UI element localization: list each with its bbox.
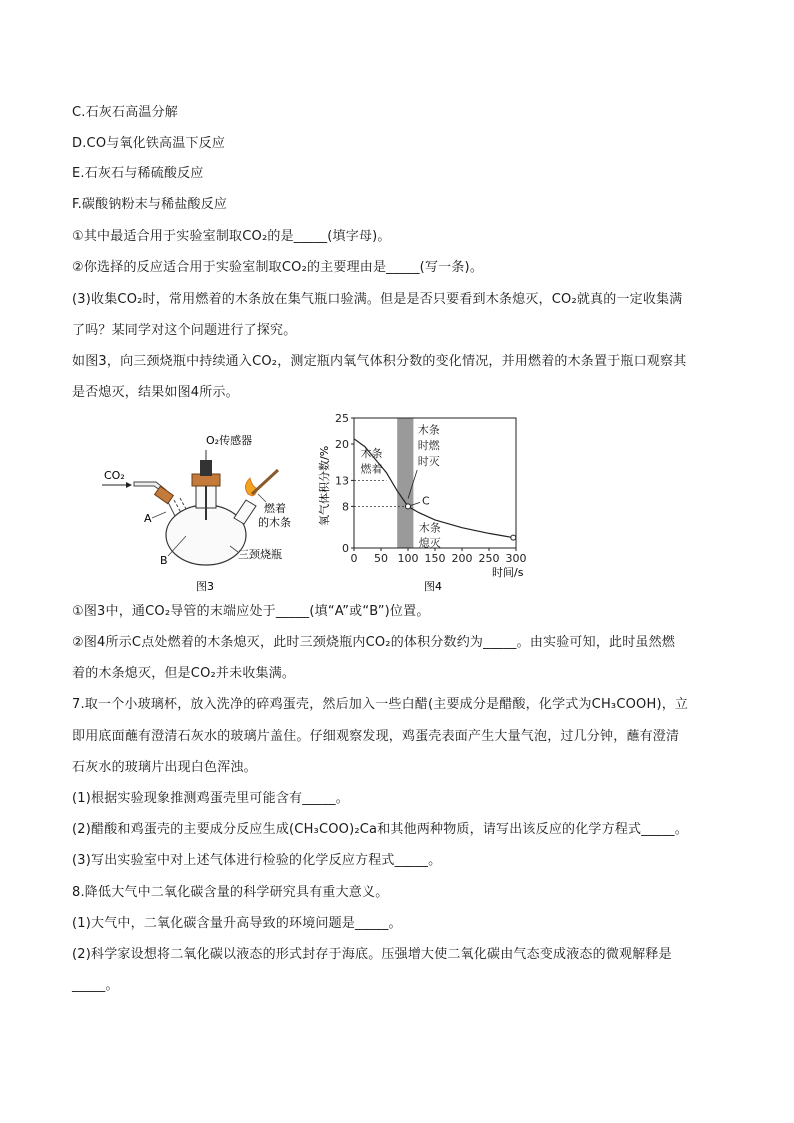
experiment-desc-line1: 如图3，向三颈烧瓶中持续通入CO₂，测定瓶内氧气体积分数的变化情况，并用燃着的木条置于瓶口观察其	[72, 354, 687, 369]
question-8-sub-2: (2)科学家设想将二氧化碳以液态的形式封存于海底。压强增大使二氧化碳由气态变成液态的微观解释是	[72, 947, 672, 962]
x-axis-label: 时间/s	[492, 566, 524, 579]
question-8-sub-2-cont: _____。	[72, 978, 119, 993]
figure-3-caption: 图3	[196, 580, 214, 593]
left-stopper	[155, 486, 174, 503]
point-c	[406, 504, 411, 509]
arrow-head	[126, 482, 132, 488]
stick-leader	[258, 494, 266, 502]
label-b: B	[160, 554, 168, 567]
annotation-flicker-1: 木条	[417, 423, 440, 437]
label-a-leader	[152, 512, 166, 518]
y-tick-label: 13	[335, 474, 349, 488]
question-7-sub-3: (3)写出实验室中对上述气体进行检验的化学反应方程式_____。	[72, 853, 442, 868]
point-c-label: C	[422, 494, 430, 508]
x-tick-label: 100	[397, 552, 419, 565]
figures	[96, 410, 556, 600]
flask-label: 三颈烧瓶	[238, 548, 282, 561]
question-3-line2: 了吗？某同学对这个问题进行了探究。	[72, 323, 297, 338]
label-a: A	[144, 512, 152, 525]
x-tick-label: 300	[505, 552, 527, 565]
question-8-line1: 8.降低大气中二氧化碳含量的科学研究具有重大意义。	[72, 885, 389, 900]
experiment-desc-line2: 是否熄灭，结果如图4所示。	[72, 385, 239, 400]
annotation-burning-2: 燃着	[360, 462, 383, 476]
figure-4-caption: 图4	[424, 580, 442, 593]
question-3-line1: (3)收集CO₂时，常用燃着的木条放在集气瓶口验满。但是是否只要看到木条熄灭，CO₂就真的一定收集满	[72, 292, 683, 307]
answer-fig4-question-line1: ②图4所示C点处燃着的木条熄灭，此时三颈烧瓶内CO₂的体积分数约为_____。由实验可知，此时虽然燃	[72, 635, 676, 650]
answer-fig4-question-line2: 着的木条熄灭，但是CO₂并未收集满。	[72, 666, 296, 681]
answer-fig3-question: ①图3中，通CO₂导管的末端应处于_____(填“A”或“B”)位置。	[72, 604, 430, 619]
gas-label: CO₂	[104, 469, 125, 482]
annotation-flicker-2: 时燃	[417, 439, 440, 453]
question-7-sub-1: (1)根据实验现象推测鸡蛋壳里可能含有_____。	[72, 791, 349, 806]
x-tick-label: 250	[478, 552, 500, 565]
sensor-body	[200, 460, 212, 476]
option-d: D.CO与氧化铁高温下反应	[72, 136, 226, 151]
x-tick-label: 0	[350, 552, 358, 565]
stick-label-1: 燃着	[264, 502, 286, 515]
y-tick-label: 8	[342, 500, 349, 514]
wood-stick	[252, 470, 278, 494]
x-tick-label: 150	[424, 552, 446, 565]
figure-4-chart	[316, 410, 556, 600]
sensor-label: O₂传感器	[206, 434, 253, 447]
end-point	[511, 535, 516, 540]
right-neck	[234, 500, 256, 524]
question-7-line2: 即用底面蘸有澄清石灰水的玻璃片盖住。仔细观察发现，鸡蛋壳表面产生大量气泡，过几分钟，蘸有澄清	[72, 729, 680, 744]
question-7-sub-2: (2)醋酸和鸡蛋壳的主要成分反应生成(CH₃COO)₂Ca和其他两种物质，请写出该反应的化学方程式_____。	[72, 822, 688, 837]
stick-label-2: 的木条	[258, 516, 291, 529]
y-tick-label: 0	[342, 542, 349, 555]
annotation-out-1: 木条	[418, 521, 441, 535]
annotation-flicker-3: 时灭	[417, 454, 440, 468]
annotation-burning-1: 木条	[360, 447, 383, 460]
question-8-sub-1: (1)大气中，二氧化碳含量升高导致的环境问题是_____。	[72, 916, 402, 931]
y-tick-label: 20	[335, 438, 349, 451]
shaded-band	[397, 418, 413, 548]
option-f: F.碳酸钠粉末与稀盐酸反应	[72, 197, 228, 212]
annotation-out-2: 熄灭	[418, 536, 441, 550]
figure-3-apparatus	[96, 410, 306, 600]
question-7-line3: 石灰水的玻璃片出现白色浑浊。	[72, 760, 257, 775]
question-7-line1: 7.取一个小玻璃杯，放入洗净的碎鸡蛋壳，然后加入一些白醋(主要成分是醋酸，化学式为CH₃COOH)，立	[72, 697, 689, 712]
x-tick-label: 50	[374, 552, 388, 565]
option-c: C.石灰石高温分解	[72, 105, 179, 120]
question-sub-1: ①其中最适合用于实验室制取CO₂的是_____(填字母)。	[72, 229, 391, 244]
y-tick-label: 25	[335, 412, 349, 425]
x-tick-label: 200	[451, 552, 473, 565]
y-axis-label: 氧气体积分数/%	[318, 445, 331, 526]
option-e: E.石灰石与稀硫酸反应	[72, 166, 204, 181]
question-sub-2: ②你选择的反应适合用于实验室制取CO₂的主要理由是_____(写一条)。	[72, 260, 484, 275]
